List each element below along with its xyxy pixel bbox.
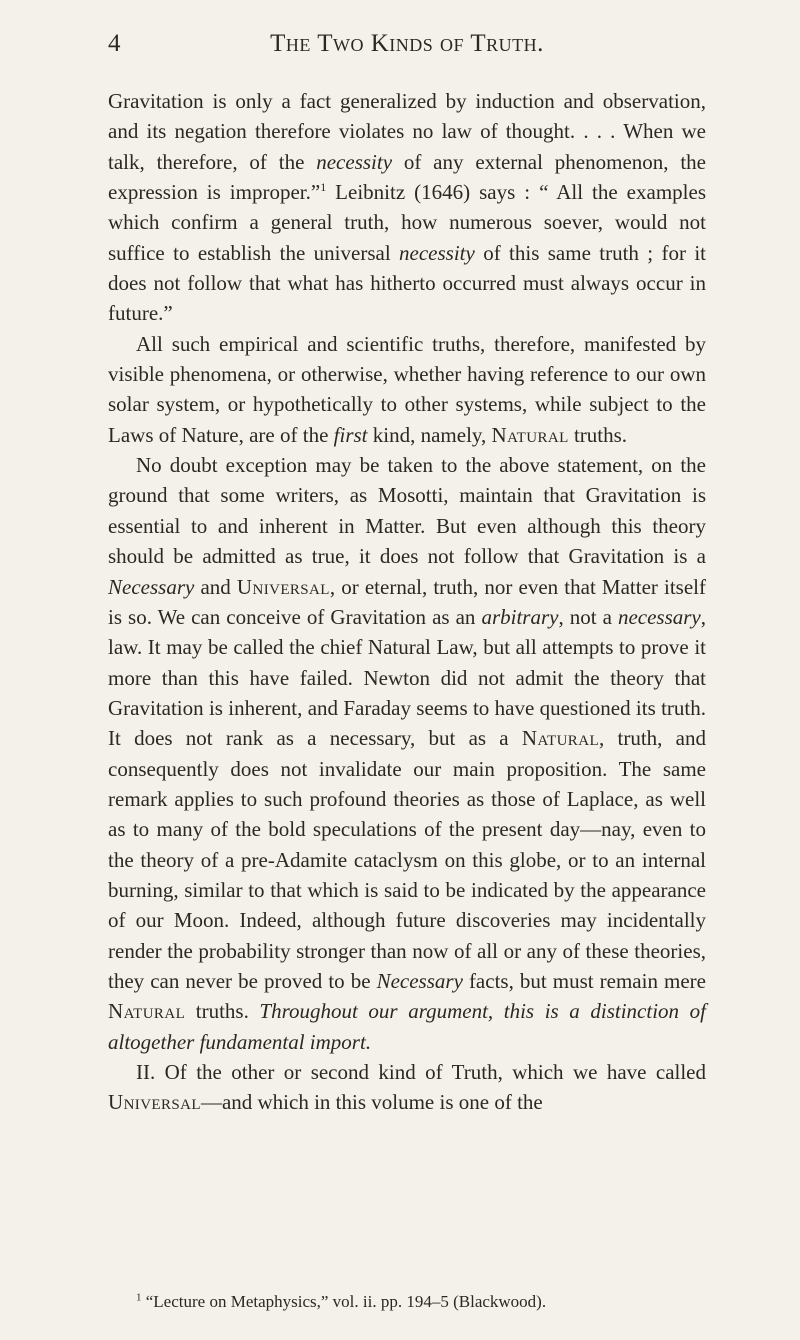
text-run: , law. It may be called the chief Natural Law, but all attempts to prove it more than this have failed. Newton did not admit the theory that Gravitation is inherent, and Faraday seems to have questioned its truth. It does not rank as a necessary, but as a — [108, 604, 706, 751]
text-run: of any external phenomenon, the expression is improper.” — [108, 149, 706, 205]
footnote — [108, 1290, 706, 1314]
italic-run: Necessary — [376, 968, 463, 993]
footnote-text: “Lecture on Metaphysics,” vol. ii. pp. 194–5 (Blackwood). — [141, 1292, 547, 1311]
footnote-marker: 1 — [136, 1291, 142, 1304]
text-run: No doubt exception may be taken to the above statement, on the ground that some writers, as Mosotti, maintain that Gravitation is essential to and inherent in Matter. But even although this theory should be admitted as true, it does not follow that Gravitation is a — [108, 453, 706, 569]
small-caps-run: Universal — [108, 1090, 201, 1115]
text-run: facts, but must remain mere — [462, 968, 706, 993]
italic-run: Throughout our argument, this is a distinction of altogether fundamental import. — [108, 999, 706, 1054]
small-caps-run: Natural — [491, 422, 569, 447]
text-run: Gravitation is only a fact generalized by induction and observation, and its negation therefore violates no law of thought. . . . When we talk, therefore, of the — [108, 89, 706, 174]
paragraph-4 — [108, 1057, 706, 1118]
page-number: 4 — [108, 30, 121, 57]
italic-run: necessity — [316, 149, 393, 174]
paragraph-1 — [108, 86, 706, 329]
text-run: II. Of the other or second kind of Truth, which we have called — [136, 1060, 706, 1084]
text-run: , truth, and consequently does not invalidate our main proposition. The same remark applies to such profound theories as those of Laplace, as well as to many of the bold speculations of the present day—nay, even to the theory of a pre-Adamite cataclysm on this globe, or to an internal burning, similar to that which is said to be indicated by the appearance of our Moon. Indeed, although future discoveries may incidentally render the probability stronger than now of all or any of these theories, they can never be proved to be — [108, 726, 706, 993]
small-caps-run: Natural — [108, 999, 186, 1024]
text-run: of this same truth ; for it does not follow that what has hitherto occurred must always occur in future.” — [108, 240, 706, 326]
running-head — [108, 30, 706, 70]
italic-run: first — [333, 422, 368, 447]
text-run: truths. — [568, 422, 628, 447]
small-caps-run: Universal — [236, 574, 330, 599]
paragraph-2 — [108, 329, 706, 450]
italic-run: arbitrary — [481, 604, 559, 629]
italic-run: Necessary — [108, 574, 195, 599]
text-run: —and which in this volume is one of the — [200, 1090, 543, 1115]
small-caps-run: Natural — [521, 726, 600, 751]
text-run: truths. — [185, 999, 260, 1024]
body-text — [108, 86, 706, 1118]
text-run: and — [194, 574, 237, 599]
text-run: , or eternal, truth, nor even that Matter itself is so. We can conceive of Gravitation as an — [108, 574, 707, 629]
paragraph-3 — [108, 450, 706, 1057]
text-run: kind, namely, — [367, 422, 492, 447]
text-run: All such empirical and scientific truths, therefore, manifested by visible phenomena, or otherwise, whether having reference to our own solar system, or hypothetically to other systems, while subject to the Laws of Nature, are of the — [108, 331, 706, 447]
text-run: Leibnitz (1646) says : “ All the examples which confirm a general truth, how numerous soever, would not suffice to establish the universal — [108, 180, 706, 265]
running-title: The Two Kinds of Truth. — [270, 30, 544, 57]
footnote-ref: 1 — [320, 180, 327, 195]
italic-run: necessity — [399, 240, 475, 265]
text-run: , not a — [558, 604, 618, 629]
italic-run: necessary — [617, 604, 701, 629]
